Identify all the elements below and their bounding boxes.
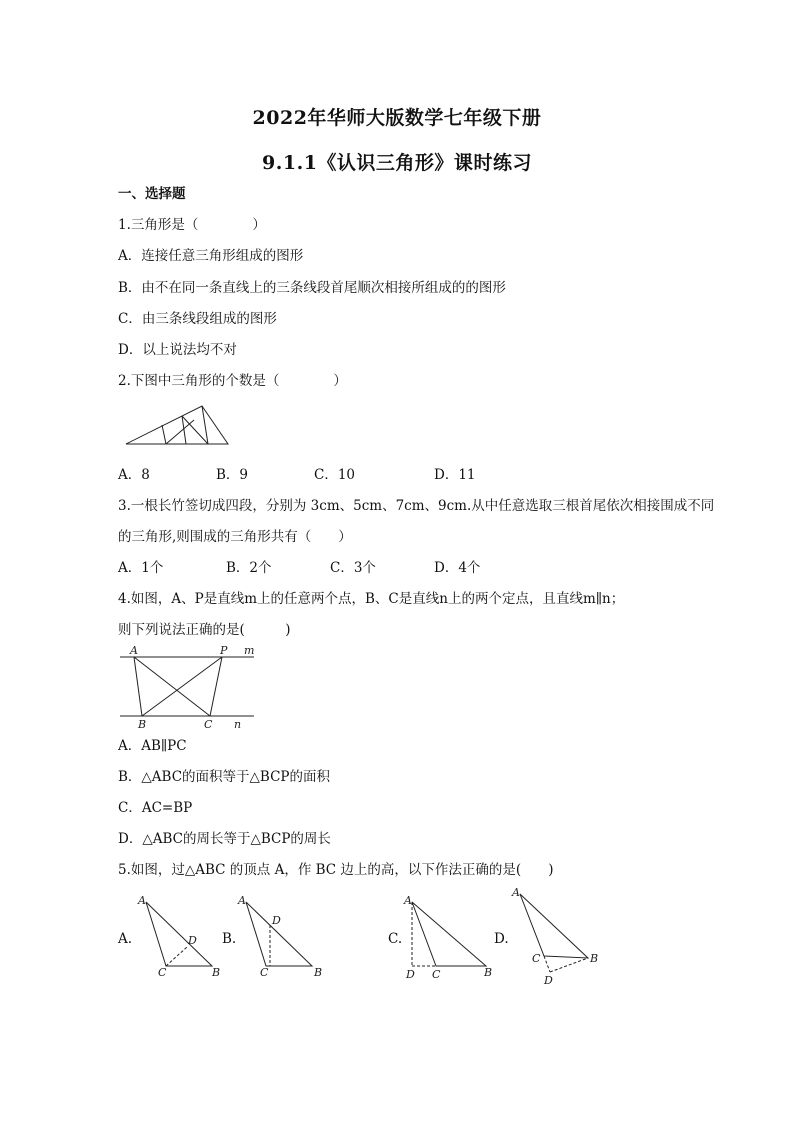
q5a-label-a: A xyxy=(138,894,146,907)
q3-option-b: B．2个 xyxy=(226,560,272,576)
q5b-label-a: A xyxy=(238,894,246,907)
q4-option-b: B．△ABC的面积等于△BCP的面积 xyxy=(118,769,331,785)
q4-option-d: D．△ABC的周长等于△BCP的周长 xyxy=(118,831,331,847)
q4-label-p: P xyxy=(220,644,228,657)
section-heading: 一、选择题 xyxy=(118,186,186,202)
q5c-label-b: B xyxy=(484,966,493,979)
q5d-label-d: D xyxy=(544,974,553,987)
q4-label-b: B xyxy=(138,718,147,731)
q3-option-c: C．3个 xyxy=(330,560,376,576)
q5b-label-b: B xyxy=(314,966,323,979)
q2-stem: 2.下图中三角形的个数是（ ） xyxy=(118,373,347,389)
q2-option-a: A．8 xyxy=(118,467,150,483)
q5a-label-d: D xyxy=(188,934,197,947)
q5-figure-b xyxy=(236,892,332,978)
q5-option-c: C. xyxy=(388,931,403,947)
q4-option-c: C．AC=BP xyxy=(118,800,193,816)
q2-option-c: C．10 xyxy=(314,467,356,483)
q2-triangle-figure xyxy=(124,404,230,446)
q5-stem: 5.如图，过△ABC 的顶点 A，作 BC 边上的高，以下作法正确的是( ) xyxy=(118,862,554,878)
q5a-label-b: B xyxy=(212,966,221,979)
q5d-label-a: A xyxy=(512,886,520,899)
q2-option-d: D．11 xyxy=(434,467,476,483)
q5c-label-c: C xyxy=(432,968,441,981)
q5-option-d: D. xyxy=(494,931,509,947)
doc-title: 2022年华师大版数学七年级下册 xyxy=(252,107,542,129)
q5d-label-c: C xyxy=(532,952,541,965)
q3-stem-line1: 3.一根长竹签切成四段，分别为 3cm、5cm、7cm、9cm.从中任意选取三根首尾依次相接围成不同 xyxy=(118,498,715,514)
q5c-label-d: D xyxy=(406,968,415,981)
q1-stem: 1.三角形是（ ） xyxy=(118,217,266,233)
q4-stem-line1: 4.如图，A、P是直线m上的任意两个点，B、C是直线n上的两个定点，且直线m∥n； xyxy=(118,591,625,607)
q3-option-d: D．4个 xyxy=(434,560,481,576)
q4-label-a: A xyxy=(130,644,138,657)
q5-figure-d xyxy=(508,884,606,988)
q2-option-b: B．9 xyxy=(216,467,249,483)
q4-option-a: A．AB∥PC xyxy=(118,738,187,754)
q3-option-a: A．1个 xyxy=(118,560,164,576)
q1-option-a: A．连接任意三角形组成的图形 xyxy=(118,248,304,264)
q5d-label-b: B xyxy=(590,952,599,965)
q5-figure-a xyxy=(136,892,222,978)
q5b-label-c: C xyxy=(260,966,269,979)
q1-option-d: D．以上说法均不对 xyxy=(118,342,237,358)
q4-label-n: n xyxy=(234,718,242,731)
q5a-label-c: C xyxy=(158,966,167,979)
q3-stem-line2: 的三角形,则围成的三角形共有（ ） xyxy=(118,529,352,545)
q5-option-b: B. xyxy=(222,931,237,947)
q5c-label-a: A xyxy=(404,894,412,907)
q5-figure-c xyxy=(402,892,498,982)
q4-label-c: C xyxy=(204,718,213,731)
doc-subtitle: 9.1.1《认识三角形》课时练习 xyxy=(262,152,532,174)
q4-parallel-lines-figure xyxy=(118,644,258,732)
q5-option-a: A. xyxy=(118,931,133,947)
q5b-label-d: D xyxy=(272,914,281,927)
q4-stem-line2: 则下列说法正确的是( ) xyxy=(118,622,291,638)
q1-option-c: C．由三条线段组成的图形 xyxy=(118,311,277,327)
q4-label-m: m xyxy=(244,644,255,657)
q1-option-b: B．由不在同一条直线上的三条线段首尾顺次相接所组成的的图形 xyxy=(118,280,506,296)
